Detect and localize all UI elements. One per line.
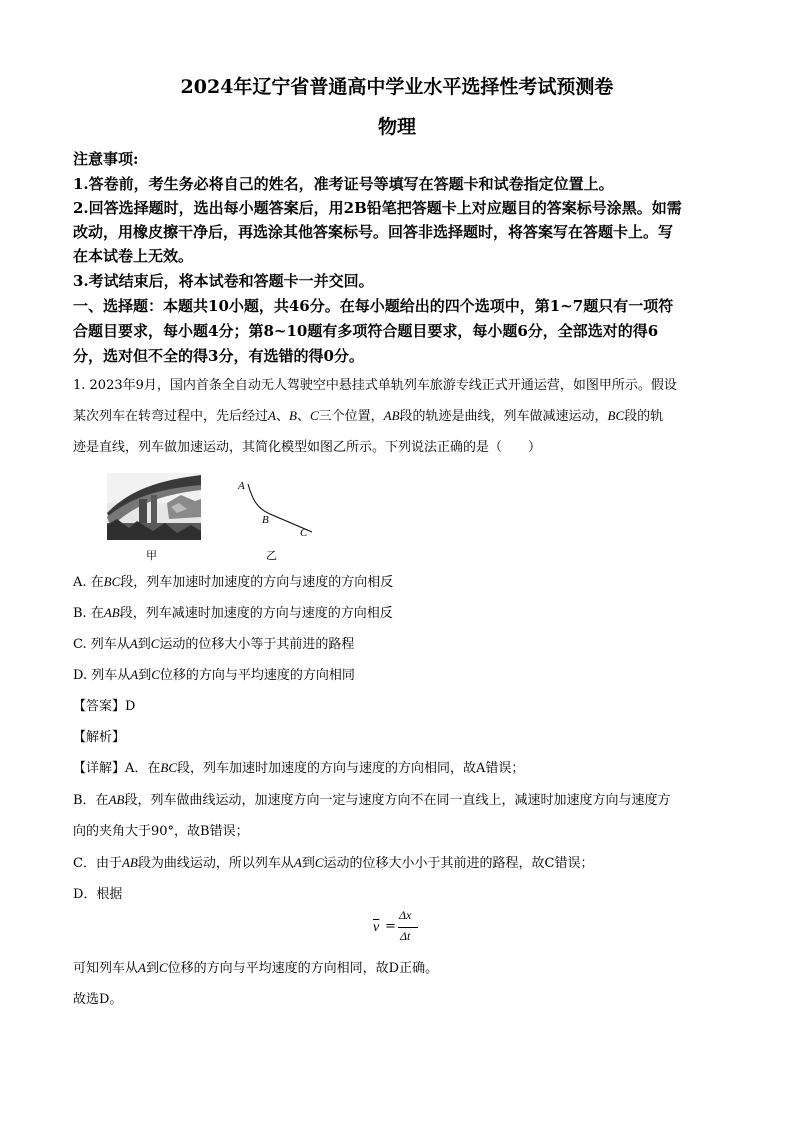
analysis-label: 【解析】 (73, 730, 126, 745)
answer-line: 【答案】D (73, 699, 136, 714)
question-1-line-2: 某次列车在转弯过程中，先后经过A、B、C三个位置，AB段的轨迹是曲线，列车做减速运动，BC段的轨 (73, 408, 664, 424)
point-a-label: A (238, 480, 245, 492)
formula-equals: = (385, 919, 396, 934)
formula-denominator: Δt (400, 929, 411, 943)
formula-numerator: Δx (399, 908, 412, 922)
subject-title: 物理 (377, 116, 416, 138)
notice-item-1: 1.答卷前，考生务必将自己的姓名，准考证号等填写在答题卡和试卷指定位置上。 (73, 175, 614, 193)
page-title: 2024年辽宁省普通高中学业水平选择性考试预测卷 (180, 76, 614, 98)
question-1-line-3: 迹是直线，列车做加速运动，其简化模型如图乙所示。下列说法正确的是（ ） (73, 440, 542, 455)
question-1-line-1: 1. 2023年9月，国内首条全自动无人驾驶空中悬挂式单轨列车旅游专线正式开通运营，如图甲所示。假设 (73, 378, 677, 393)
notice-item-2-line-2: 改动，用橡皮擦干净后，再选涂其他答案标号。回答非选择题时，将答案写在答题卡上。写 (73, 223, 674, 241)
option-d: D. 列车从A到C位移的方向与平均速度的方向相同 (73, 667, 355, 683)
explain-conclusion: 可知列车从A到C位移的方向与平均速度的方向相同，故D正确。 (73, 960, 439, 976)
explain-a: 【详解】A．在BC段，列车加速时加速度的方向与速度的方向相同，故A错误； (73, 760, 525, 776)
figure-yi-label: 乙 (266, 549, 277, 562)
explain-d: D．根据 (73, 887, 123, 902)
notice-item-2-line-3: 在本试卷上无效。 (73, 247, 194, 265)
option-c: C. 列车从A到C运动的位移大小等于其前进的路程 (73, 636, 355, 652)
point-b-label: B (262, 514, 269, 526)
option-b: B. 在AB段，列车减速时加速度的方向与速度的方向相反 (73, 605, 393, 621)
formula-fraction-bar (398, 927, 418, 928)
section-line-1: 一、选择题：本题共10小题，共46分。在每小题给出的四个选项中，第1~7题只有一项符 (73, 297, 674, 315)
average-velocity-formula (370, 908, 430, 948)
explain-c: C．由于AB段为曲线运动，所以列车从A到C运动的位移大小小于其前进的路程，故C错误； (73, 855, 594, 871)
final-choice: 故选D。 (73, 992, 123, 1007)
section-line-3: 分，选对但不全的得3分，有选错的得0分。 (73, 347, 364, 365)
point-c-label: C (300, 527, 308, 539)
monorail-photo (107, 473, 201, 540)
explain-b-line-1: B．在AB段，列车做曲线运动，加速度方向一定与速度方向不在同一直线上，减速时加速度方向与速度方 (73, 792, 671, 808)
formula-v-bar: $\overline{v}$ (373, 920, 380, 935)
explain-b-line-2: 向的夹角大于90°，故B错误； (73, 824, 249, 839)
option-a: A. 在BC段，列车加速时加速度的方向与速度的方向相反 (73, 574, 394, 590)
section-line-2: 合题目要求，每小题4分；第8~10题有多项符合题目要求，每小题6分，全部选对的得6 (73, 322, 659, 340)
notice-heading: 注意事项: (73, 150, 139, 168)
figure-jia-label: 甲 (146, 549, 157, 562)
notice-item-2-line-1: 2.回答选择题时，选出每小题答案后，用2B铅笔把答题卡上对应题目的答案标号涂黑。如需 (73, 199, 682, 217)
notice-item-3: 3.考试结束后，将本试卷和答题卡一并交回。 (73, 272, 374, 290)
